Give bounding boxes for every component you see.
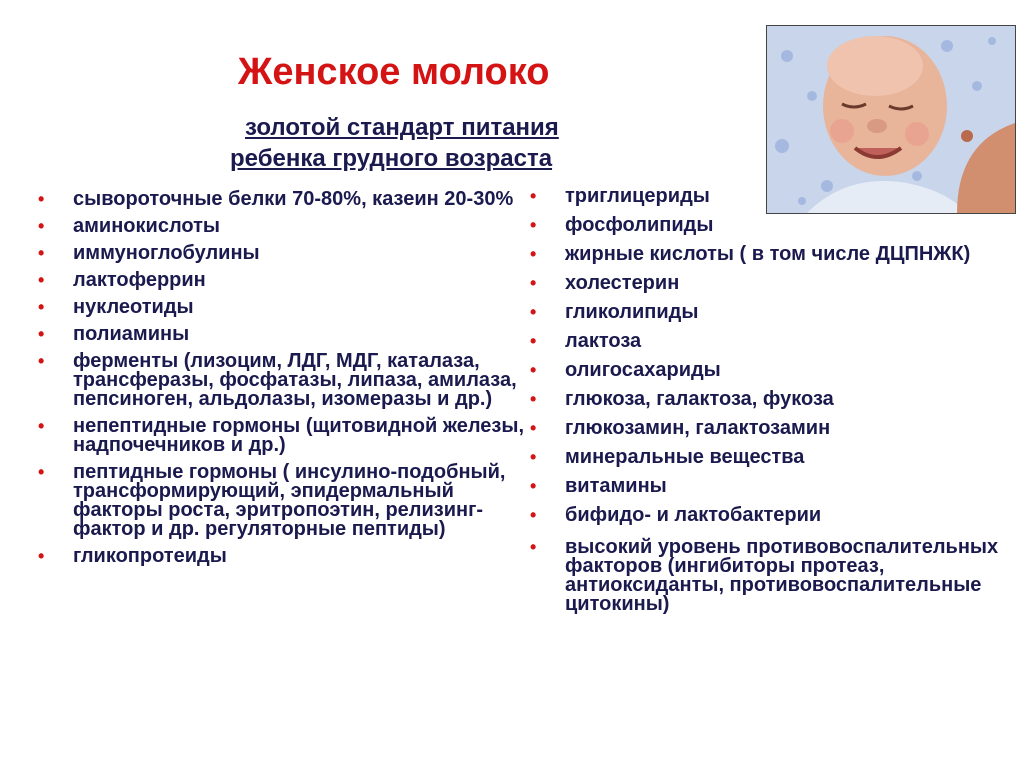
bullet-icon: • <box>530 215 537 235</box>
bullet-icon: • <box>530 537 537 557</box>
list-item: • витамины <box>530 475 667 497</box>
list-item: • олигосахариды <box>530 359 721 381</box>
bullet-icon: • <box>38 297 45 317</box>
list-item: • лактоферрин <box>38 269 206 291</box>
list-item: • жирные кислоты ( в том числе ДЦПНЖК) <box>530 243 971 265</box>
list-item: • гликопротеиды <box>38 545 227 567</box>
left-bullet-list <box>38 190 538 574</box>
bullet-icon: • <box>38 189 45 209</box>
bullet-icon: • <box>530 505 537 525</box>
list-item: • аминокислоты <box>38 215 220 237</box>
list-item: • полиамины <box>38 323 190 345</box>
bullet-icon: • <box>530 389 537 409</box>
list-item: • лактоза <box>530 330 642 352</box>
list-item: • пептидные гормоны ( инсулино-подобный, трансформирующий, эпидермальный факторы роста, эритропоэтин, релизинг-фактор и др. регуляторные пептиды) <box>38 461 506 540</box>
bullet-icon: • <box>530 476 537 496</box>
list-item: • ферменты (лизоцим, ЛДГ, МДГ, каталаза, трансферазы, фосфатазы, липаза, амилаза, пепсиноген, альдолазы, изомеразы и др.) <box>38 350 517 410</box>
list-item: • глюкоза, галактоза, фукоза <box>530 388 834 410</box>
list-item: • триглицериды <box>530 185 710 207</box>
bullet-icon: • <box>38 546 45 566</box>
list-item: • гликолипиды <box>530 301 699 323</box>
list-item: • бифидо- и лактобактерии <box>530 504 822 526</box>
bullet-icon: • <box>530 418 537 438</box>
bullet-icon: • <box>38 416 45 436</box>
list-item: • фосфолипиды <box>530 214 714 236</box>
bullet-icon: • <box>38 324 45 344</box>
list-item: • холестерин <box>530 272 680 294</box>
right-bullet-list <box>530 187 1000 624</box>
list-item: • минеральные вещества <box>530 446 805 468</box>
bullet-icon: • <box>530 447 537 467</box>
baby-photo-illustration <box>767 26 1015 213</box>
slide-subtitle-line2: ребенка грудного возраста <box>230 145 553 172</box>
bullet-icon: • <box>38 462 45 482</box>
list-item: • высокий уровень противовоспалительных факторов (ингибиторы протеаз, антиоксиданты, противовоспалительные цитокины) <box>530 536 999 615</box>
bullet-icon: • <box>530 302 537 322</box>
bullet-icon: • <box>38 243 45 263</box>
list-item: • иммуноглобулины <box>38 242 260 264</box>
bullet-icon: • <box>530 360 537 380</box>
slide-title: Женское молоко <box>238 51 550 93</box>
baby-photo <box>766 25 1016 214</box>
list-item: • нуклеотиды <box>38 296 194 318</box>
bullet-icon: • <box>38 351 45 371</box>
bullet-icon: • <box>530 186 537 206</box>
bullet-icon: • <box>530 244 537 264</box>
bullet-icon: • <box>38 216 45 236</box>
bullet-icon: • <box>38 270 45 290</box>
list-item: • глюкозамин, галактозамин <box>530 417 831 439</box>
bullet-icon: • <box>530 331 537 351</box>
bullet-icon: • <box>530 273 537 293</box>
list-item: • сывороточные белки 70-80%, казеин 20-30% <box>38 188 514 210</box>
slide-subtitle-line1: золотой стандарт питания <box>245 114 559 141</box>
list-item: • непептидные гормоны (щитовидной железы, надпочечников и др.) <box>38 415 525 456</box>
